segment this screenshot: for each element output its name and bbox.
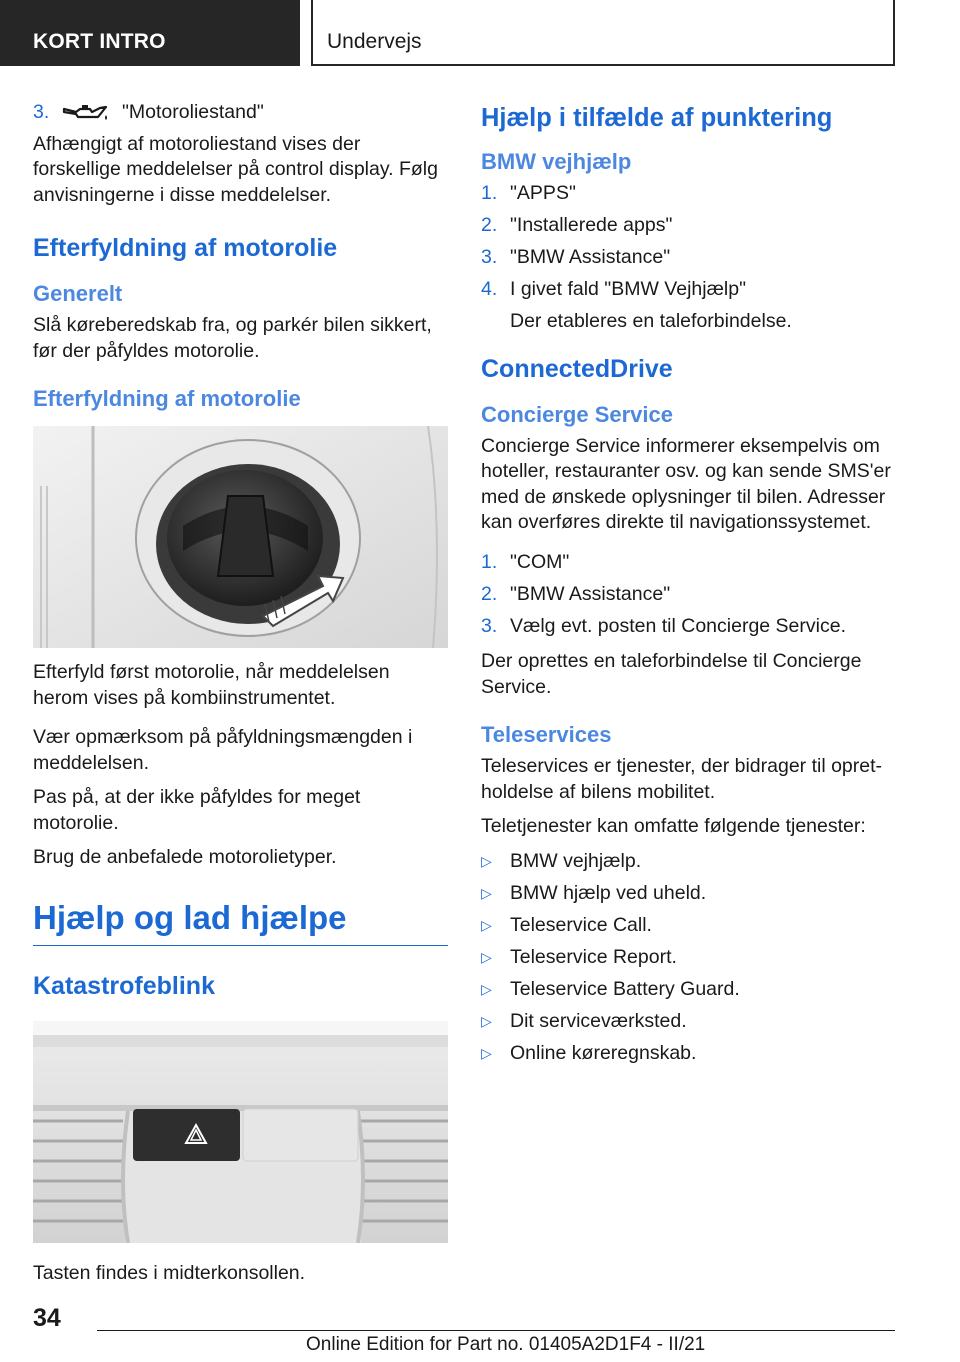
list-item bbox=[481, 277, 896, 303]
list-text: Teleservice Call. bbox=[510, 913, 652, 936]
list-item bbox=[481, 614, 896, 640]
list-item bbox=[481, 181, 896, 207]
teleservices-list bbox=[481, 849, 896, 1067]
list-item bbox=[481, 945, 896, 971]
list-text: "Installerede apps" bbox=[510, 214, 673, 236]
header-section-tab bbox=[0, 0, 300, 66]
header-section-label: KORT INTRO bbox=[33, 30, 166, 53]
list-number: 2. bbox=[481, 214, 498, 236]
hazard-button-image bbox=[33, 1021, 448, 1243]
list-text: "BMW Assistance" bbox=[510, 582, 671, 605]
paragraph-refill-amount: Vær opmærksom på påfyldningsmængden i meddelelsen. bbox=[33, 726, 413, 774]
triangle-bullet-icon: ▷ bbox=[481, 852, 492, 869]
heading-refill-oil-sub: Efterfyldning af motorolie bbox=[33, 386, 301, 411]
list-number: 1. bbox=[481, 182, 498, 204]
paragraph-concierge: Concierge Service informerer eksempelvis om hoteller, restauranter osv. og kan sende SMS'er med de ønskede oplysninger til bilen. Adresser kan overføres direkte til navigationssystemet. bbox=[481, 434, 891, 533]
paragraph-refill-overfill: Pas på, at der ikke påfyldes for meget motorolie. bbox=[33, 786, 361, 834]
list-item bbox=[481, 582, 896, 608]
list-item bbox=[481, 245, 896, 271]
heading-hazard-lights: Katastrofeblink bbox=[33, 971, 215, 1000]
paragraph-hazard-location: Tasten findes i midterkonsollen. bbox=[33, 1261, 306, 1284]
triangle-bullet-icon: ▷ bbox=[481, 884, 492, 901]
list-number: 3. bbox=[481, 246, 498, 268]
list-item bbox=[481, 849, 896, 875]
roadside-steps bbox=[481, 181, 896, 335]
list-item bbox=[481, 1009, 896, 1035]
list-item bbox=[481, 550, 896, 576]
heading-concierge: Concierge Service bbox=[481, 401, 673, 427]
list-number: 2. bbox=[481, 582, 498, 605]
list-text: BMW hjælp ved uheld. bbox=[510, 881, 707, 904]
heading-puncture-help: Hjælp i tilfælde af punktering bbox=[481, 104, 833, 132]
header-chapter-label: Undervejs bbox=[327, 30, 422, 53]
page-number: 34 bbox=[33, 1304, 61, 1332]
list-number: 3. bbox=[481, 614, 498, 637]
heading-general: Generelt bbox=[33, 281, 123, 306]
heading-bmw-roadside: BMW vejhjælp bbox=[481, 149, 632, 174]
triangle-bullet-icon: ▷ bbox=[481, 980, 492, 997]
paragraph-general: Slå køreberedskab fra, og parkér bilen sikkert, før der påfyldes motorolie. bbox=[33, 314, 432, 362]
list-text: BMW vejhjælp. bbox=[510, 849, 642, 872]
list-text: Teleservice Report. bbox=[510, 945, 677, 968]
list-item bbox=[481, 977, 896, 1003]
heading-teleservices: Teleservices bbox=[481, 722, 612, 747]
paragraph-teleservices: Teleservices er tjenester, der bidrager til opretholdelse af bilens mobilitet. bbox=[481, 755, 883, 803]
paragraph-teleservices-list-intro: Teletjenester kan omfatte følgende tjenester: bbox=[481, 815, 866, 837]
triangle-bullet-icon: ▷ bbox=[481, 1012, 492, 1029]
list-text: Online køreregnskab. bbox=[510, 1041, 697, 1064]
list-text: Dit serviceværksted. bbox=[510, 1009, 687, 1032]
list-text: "Motoroliestand" bbox=[122, 101, 264, 123]
list-item bbox=[481, 213, 896, 239]
list-number: 3. bbox=[33, 101, 50, 123]
list-text: I givet fald "BMW Vejhjælp" bbox=[510, 278, 747, 300]
heading-help: Hjælp og lad hjælpe bbox=[33, 899, 448, 946]
list-item bbox=[481, 881, 896, 907]
oil-filler-cap-image bbox=[33, 426, 448, 648]
left-column bbox=[33, 100, 448, 1295]
paragraph-concierge-after: Der oprettes en taleforbindelse til Concierge Service. bbox=[481, 650, 862, 698]
oil-can-icon bbox=[62, 103, 108, 123]
heading-refill-oil: Efterfyldning af motorolie bbox=[33, 234, 338, 262]
list-item bbox=[481, 1041, 896, 1067]
list-number: 1. bbox=[481, 550, 498, 573]
triangle-bullet-icon: ▷ bbox=[481, 948, 492, 965]
list-item bbox=[481, 913, 896, 939]
list-text: "APPS" bbox=[510, 182, 576, 204]
footer-edition: Online Edition for Part no. 01405A2D1F4 - II/21 bbox=[306, 1334, 706, 1355]
list-text: "COM" bbox=[510, 550, 570, 573]
list-text: Vælg evt. posten til Concierge Service. bbox=[510, 614, 846, 637]
triangle-bullet-icon: ▷ bbox=[481, 1044, 492, 1061]
footer-divider bbox=[97, 1330, 895, 1331]
list-number: 4. bbox=[481, 278, 498, 300]
roadside-note: Der etableres en taleforbindelse. bbox=[510, 310, 792, 332]
list-text: Teleservice Battery Guard. bbox=[510, 977, 740, 1000]
concierge-steps bbox=[481, 550, 896, 640]
paragraph-oil-messages: Afhængigt af motoroliestand vises der forskellige meddelelser på control display. Følg anvisningerne i disse meddelelser. bbox=[33, 132, 438, 206]
triangle-bullet-icon: ▷ bbox=[481, 916, 492, 933]
heading-connecteddrive: ConnectedDrive bbox=[481, 354, 673, 383]
list-item-oil-level bbox=[33, 100, 448, 126]
list-text: "BMW Assistance" bbox=[510, 246, 671, 268]
paragraph-refill-types: Brug de anbefalede motorolietyper. bbox=[33, 846, 337, 868]
paragraph-refill-when: Efterfyld først motorolie, når meddelelsen herom vises på kombiinstrumentet. bbox=[33, 661, 390, 709]
right-column bbox=[481, 100, 896, 1073]
header-chapter-tab bbox=[311, 0, 895, 66]
